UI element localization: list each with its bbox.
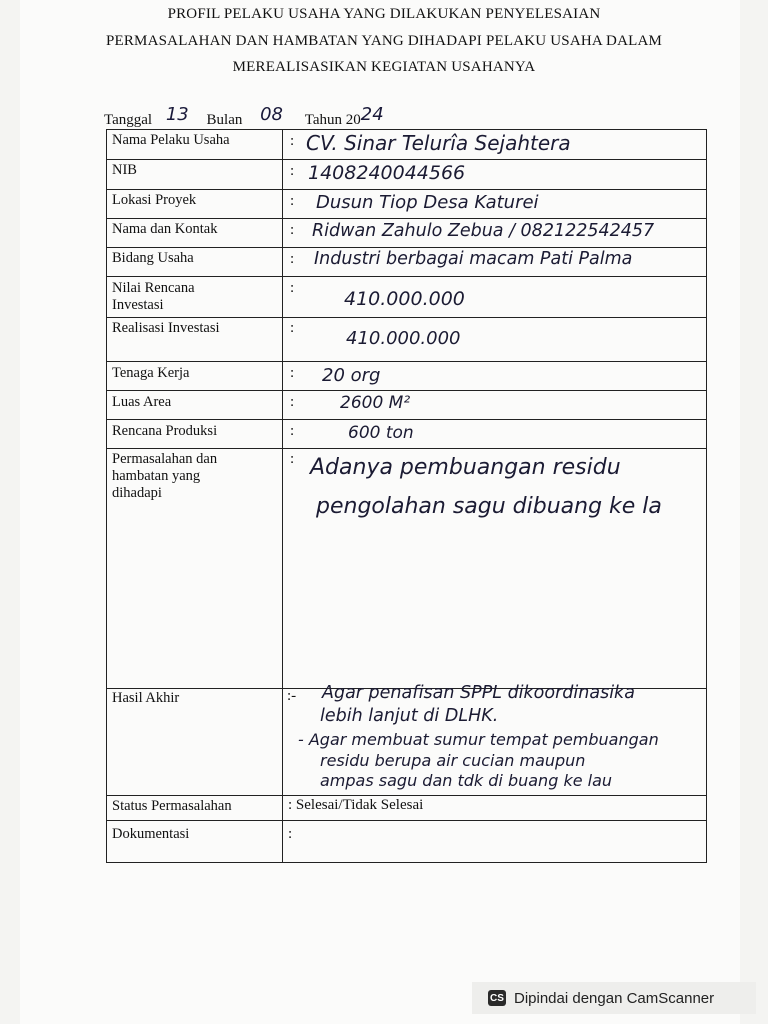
value-hasil-line3: - Agar membuat sumur tempat pembuangan — [298, 730, 659, 749]
row-line — [106, 361, 707, 362]
value-hasil-line1: Agar penafisan SPPL dikoordinasika — [322, 683, 635, 703]
camscanner-text: Dipindai dengan CamScanner — [514, 989, 715, 1007]
row-line — [106, 862, 707, 863]
row-line — [106, 795, 707, 796]
tahun-value: 24 — [360, 104, 384, 125]
value-hasil-line4: residu berupa air cucian maupun — [320, 751, 586, 770]
label-nib: NIB — [112, 162, 137, 178]
colon: : — [290, 394, 295, 410]
colon: : — [290, 280, 295, 296]
table-border-left — [106, 129, 107, 863]
title-line-1: PROFIL PELAKU USAHA YANG DILAKUKAN PENYELESAIAN — [167, 6, 601, 22]
row-line — [106, 448, 707, 449]
value-luas: 2600 M² — [340, 393, 411, 413]
value-nib: 1408240044566 — [308, 162, 466, 184]
colon: : — [290, 193, 295, 209]
label-nama-pelaku: Nama Pelaku Usaha — [112, 132, 230, 148]
tanggal-label: Tanggal — [104, 112, 153, 128]
bulan-label: Bulan — [206, 112, 243, 128]
title-line-2: PERMASALAHAN DAN HAMBATAN YANG DIHADAPI PELAKU USAHA DALAM — [105, 33, 663, 49]
date-line — [104, 104, 384, 129]
value-hasil-line2: lebih lanjut di DLHK. — [320, 706, 499, 726]
label-permasalahan: Permasalahan dan hambatan yang dihadapi — [112, 451, 218, 501]
label-lokasi: Lokasi Proyek — [112, 192, 197, 208]
value-hasil-line5: ampas sagu dan tdk di buang ke lau — [320, 771, 613, 790]
value-permasalahan-line1: Adanya pembuangan residu — [310, 455, 621, 480]
row-line — [106, 129, 707, 130]
colon: : — [290, 423, 295, 439]
label-bidang: Bidang Usaha — [112, 250, 194, 266]
label-luas: Luas Area — [112, 394, 172, 410]
row-line — [106, 317, 707, 318]
value-lokasi: Dusun Tiop Desa Katurei — [316, 192, 539, 213]
colon: : — [290, 320, 295, 336]
colon: : — [290, 251, 295, 267]
label-hasil: Hasil Akhir — [112, 690, 180, 706]
colon: : — [290, 163, 295, 179]
colon: : — [290, 133, 295, 149]
tanggal-value: 13 — [165, 104, 189, 125]
value-dokumentasi: : — [288, 826, 293, 842]
label-status: Status Permasalahan — [112, 798, 232, 814]
row-line — [106, 189, 707, 190]
bulan-value: 08 — [260, 104, 284, 125]
table-divider — [282, 129, 283, 863]
row-line — [106, 159, 707, 160]
table-border-right — [706, 129, 707, 863]
colon: : — [290, 365, 295, 381]
row-line — [106, 247, 707, 248]
value-status: : Selesai/Tidak Selesai — [288, 797, 424, 813]
row-line — [106, 820, 707, 821]
colon-dash: :- — [287, 688, 297, 704]
label-produksi: Rencana Produksi — [112, 423, 218, 439]
value-bidang: Industri berbagai macam Pati Palma — [314, 249, 633, 269]
value-produksi: 600 ton — [348, 423, 414, 443]
row-line — [106, 390, 707, 391]
label-tenaga: Tenaga Kerja — [112, 365, 190, 381]
value-realisasi: 410.000.000 — [346, 328, 461, 349]
colon: : — [290, 451, 295, 467]
row-line — [106, 276, 707, 277]
colon: : — [290, 222, 295, 238]
value-nilai: 410.000.000 — [344, 288, 465, 310]
tahun-label: Tahun 20 — [304, 112, 361, 128]
camscanner-icon: CS — [488, 990, 506, 1006]
label-nilai: Nilai Rencana Investasi — [112, 280, 195, 313]
row-line — [106, 218, 707, 219]
label-kontak: Nama dan Kontak — [112, 221, 218, 237]
value-permasalahan-line2: pengolahan sagu dibuang ke la — [316, 494, 662, 519]
value-kontak: Ridwan Zahulo Zebua / 082122542457 — [312, 221, 655, 241]
camscanner-badge — [472, 982, 756, 1014]
label-realisasi: Realisasi Investasi — [112, 320, 220, 336]
row-line — [106, 419, 707, 420]
value-tenaga: 20 org — [322, 365, 381, 386]
label-dokumentasi: Dokumentasi — [112, 826, 190, 842]
value-nama-pelaku: CV. Sinar Telurîa Sejahtera — [306, 131, 571, 155]
title-line-3: MEREALISASIKAN KEGIATAN USAHANYA — [232, 59, 536, 75]
